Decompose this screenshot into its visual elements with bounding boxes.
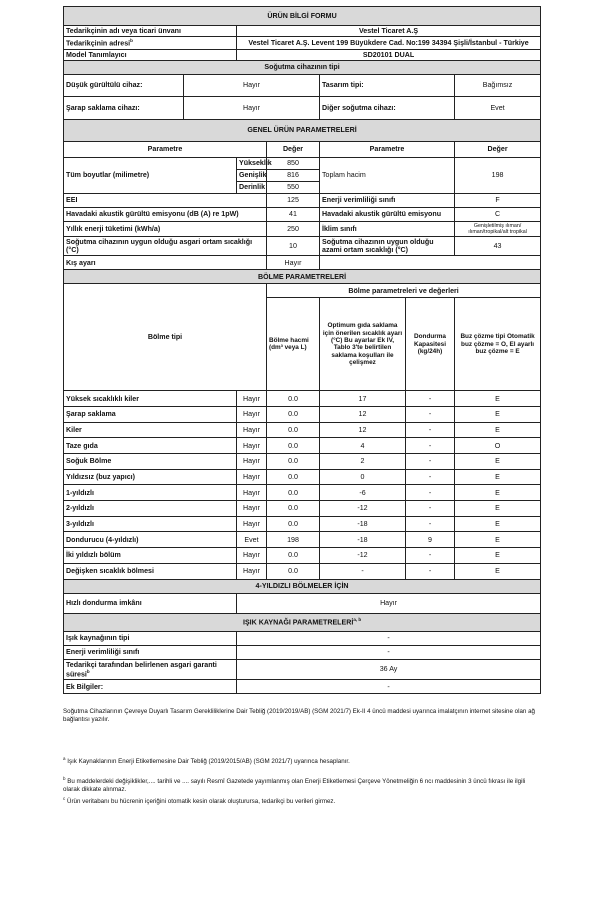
winter-setting-label: Kış ayarı	[64, 256, 267, 270]
compartment-volume: 0.0	[267, 406, 320, 422]
compartment-freeze-capacity: -	[406, 548, 455, 564]
compartment-freeze-capacity: -	[406, 485, 455, 501]
compartment-name: 2-yıldızlı	[64, 501, 237, 517]
noise-class-label: Havadaki akustik gürültü emisyonu	[320, 207, 455, 221]
compartment-temp: 17	[320, 391, 406, 407]
supplier-address-value: Vestel Ticaret A.Ş. Levent 199 Büyükdere Cad. No:199 34394 Şişli/İstanbul - Türkiye	[237, 37, 541, 50]
compartment-freeze-capacity: -	[406, 406, 455, 422]
eei-label: EEI	[64, 193, 267, 207]
footnote-a	[63, 756, 540, 766]
compartment-present: Hayır	[237, 422, 267, 438]
compartment-volume: 0.0	[267, 485, 320, 501]
light-source-header: IŞIK KAYNAĞI PARAMETRELERİ	[242, 618, 354, 627]
compartment-temp: -12	[320, 501, 406, 517]
depth-value: 550	[267, 181, 320, 193]
compartment-freeze-capacity: -	[406, 501, 455, 517]
freezing-capacity-header: Dondurma Kapasitesi (kg/24h)	[406, 298, 455, 391]
extra-info-label: Ek Bilgiler:	[64, 680, 237, 694]
compartment-row	[64, 532, 541, 548]
noise-emission-value: 41	[267, 207, 320, 221]
warranty-value: 36 Ay	[237, 659, 541, 680]
compartment-row	[64, 422, 541, 438]
warranty-label: Tedarikçi tarafından belirlenen asgari garanti süresi	[66, 660, 217, 679]
winter-setting-value: Hayır	[267, 256, 320, 270]
min-ambient-temp-label: Soğutma cihazının uygun olduğu asgari ortam sıcaklığı (°C)	[64, 236, 267, 255]
notes-area	[63, 694, 540, 844]
footnote-c-sup: c	[63, 796, 66, 802]
compartment-volume: 0.0	[267, 438, 320, 454]
compartment-row	[64, 516, 541, 532]
compartment-name: İki yıldızlı bölüm	[64, 548, 237, 564]
compartment-temp: -	[320, 563, 406, 579]
compartment-name: Şarap saklama	[64, 406, 237, 422]
compartment-volume: 0.0	[267, 501, 320, 517]
compartment-freeze-capacity: -	[406, 391, 455, 407]
width-label: Genişlik	[237, 169, 267, 181]
model-value: SD20101 DUAL	[237, 49, 541, 60]
compartment-name: 1-yıldızlı	[64, 485, 237, 501]
form-title: ÜRÜN BİLGİ FORMU	[64, 7, 541, 26]
supplier-address-sup: b	[130, 38, 133, 44]
compartment-row	[64, 391, 541, 407]
compartment-row	[64, 501, 541, 517]
compartment-defrost: E	[455, 532, 541, 548]
noise-emission-label: Havadaki akustik gürültü emisyonu (dB (A) re 1pW)	[64, 207, 267, 221]
compartment-volume: 198	[267, 532, 320, 548]
compartment-volume: 0.0	[267, 454, 320, 470]
compartment-freeze-capacity: 9	[406, 532, 455, 548]
wine-storage-label: Şarap saklama cihazı:	[64, 96, 184, 119]
param-column-header: Parametre	[64, 141, 267, 157]
climate-class-value: Genişletilmiş ılıman/ılıman/tropikal/alt tropikal	[455, 221, 541, 236]
footnote-a-text: Işık Kaynaklarının Enerji Etiketlemesine Dair Tebliğ (2019/2015/AB) (SGM 2021/7) uyarınca hesaplanır.	[67, 758, 350, 766]
compartment-row	[64, 406, 541, 422]
compartment-defrost: E	[455, 501, 541, 517]
eei-value: 125	[267, 193, 320, 207]
volume-column-header: Bölme hacmi (dm³ veya L)	[267, 298, 320, 391]
compartment-name: Yüksek sıcaklıklı kiler	[64, 391, 237, 407]
supplier-name-label: Tedarikçinin adı veya ticari ünvanı	[64, 26, 237, 37]
low-noise-label: Düşük gürültülü cihaz:	[64, 74, 184, 96]
compartment-temp: 12	[320, 406, 406, 422]
compartment-volume: 0.0	[267, 563, 320, 579]
compartment-present: Hayır	[237, 438, 267, 454]
fast-freeze-label: Hızlı dondurma imkânı	[64, 593, 237, 613]
compartment-temp: -6	[320, 485, 406, 501]
compartment-type-header: Bölme tipi	[64, 284, 267, 391]
value-column-header: Değer	[267, 141, 320, 157]
compartment-temp: -18	[320, 532, 406, 548]
extra-info-value: -	[237, 680, 541, 694]
height-label: Yükseklik	[237, 157, 267, 169]
form-table	[63, 6, 541, 694]
compartment-volume: 0.0	[267, 422, 320, 438]
compartment-temp: -18	[320, 516, 406, 532]
warranty-sup: b	[86, 668, 90, 674]
min-ambient-temp-value: 10	[267, 236, 320, 255]
compartment-name: Değişken sıcaklık bölmesi	[64, 563, 237, 579]
supplier-address-label-cell	[64, 37, 237, 50]
compartment-temp: -12	[320, 548, 406, 564]
total-volume-label: Toplam hacim	[320, 157, 455, 193]
width-value: 816	[267, 169, 320, 181]
max-ambient-temp-label: Soğutma cihazının uygun olduğu azami ortam sıcaklığı (°C)	[320, 236, 455, 255]
compartment-params-header: BÖLME PARAMETRELERİ	[64, 270, 541, 284]
compartment-present: Hayır	[237, 469, 267, 485]
compartment-defrost: E	[455, 422, 541, 438]
other-refrigerator-label: Diğer soğutma cihazı:	[320, 96, 455, 119]
compartment-present: Hayır	[237, 563, 267, 579]
compartment-present: Hayır	[237, 454, 267, 470]
compartment-freeze-capacity: -	[406, 469, 455, 485]
footnote-c-text: Ürün veritabanı bu hücrenin içeriğini otomatik kesin olarak oluşturursa, tedarikçi bu verileri girmez.	[66, 798, 336, 806]
footnote-a-sup: a	[63, 756, 66, 762]
light-source-header-sup: a, b	[353, 617, 362, 623]
main-note: Soğutma Cihazlarının Çevreye Duyarlı Tasarım Gerekliliklerine Dair Tebliğ (2019/2019/AB) (SGM 2021/7) Ek-II 4 üncü maddesi uyarınca imalatçının internet sitesine olan ağ bağlantısı yazılır.	[63, 708, 535, 724]
footnote-b-sup: b	[63, 776, 66, 782]
compartment-row	[64, 563, 541, 579]
compartment-present: Hayır	[237, 516, 267, 532]
annual-energy-label: Yıllık enerji tüketimi (kWh/a)	[64, 221, 267, 236]
compartment-freeze-capacity: -	[406, 454, 455, 470]
footnote-c	[63, 796, 540, 806]
total-volume-value: 198	[455, 157, 541, 193]
fast-freeze-value: Hayır	[237, 593, 541, 613]
compartment-present: Evet	[237, 532, 267, 548]
compartment-freeze-capacity: -	[406, 516, 455, 532]
compartment-name: Dondurucu (4-yıldızlı)	[64, 532, 237, 548]
compartment-defrost: E	[455, 469, 541, 485]
compartment-freeze-capacity: -	[406, 422, 455, 438]
temp-column-header: Optimum gıda saklama için önerilen sıcaklık ayarı (°C) Bu ayarlar Ek IV, Tablo 3'te belirtilen saklama koşulları ile çelişmez	[320, 298, 406, 391]
compartment-name: 3-yıldızlı	[64, 516, 237, 532]
wine-storage-value: Hayır	[184, 96, 320, 119]
compartment-present: Hayır	[237, 391, 267, 407]
general-params-header: GENEL ÜRÜN PARAMETRELERİ	[64, 119, 541, 141]
compartment-row	[64, 454, 541, 470]
compartment-defrost: E	[455, 391, 541, 407]
compartment-row	[64, 548, 541, 564]
compartment-defrost: O	[455, 438, 541, 454]
dimensions-label: Tüm boyutlar (milimetre)	[64, 157, 237, 193]
light-source-header-cell	[64, 613, 541, 631]
noise-class-value: C	[455, 207, 541, 221]
supplier-address-label: Tedarikçinin adresi	[66, 39, 131, 48]
compartment-row	[64, 485, 541, 501]
other-refrigerator-value: Evet	[455, 96, 541, 119]
warranty-label-cell	[64, 659, 237, 680]
compartment-defrost: E	[455, 454, 541, 470]
product-info-form	[63, 6, 540, 844]
compartment-temp: 0	[320, 469, 406, 485]
compartment-name: Yıldızsız (buz yapıcı)	[64, 469, 237, 485]
low-noise-value: Hayır	[184, 74, 320, 96]
compartment-temp: 2	[320, 454, 406, 470]
compartment-volume: 0.0	[267, 516, 320, 532]
footnote-b	[63, 776, 540, 794]
compartment-name: Taze gıda	[64, 438, 237, 454]
light-type-value: -	[237, 631, 541, 645]
supplier-name-value: Vestel Ticaret A.Ş	[237, 26, 541, 37]
compartment-defrost: E	[455, 516, 541, 532]
light-class-value: -	[237, 645, 541, 659]
energy-class-value: F	[455, 193, 541, 207]
type-header: Soğutma cihazının tipi	[64, 60, 541, 74]
value-column-header-2: Değer	[455, 141, 541, 157]
compartment-defrost: E	[455, 563, 541, 579]
energy-class-label: Enerji verimliliği sınıfı	[320, 193, 455, 207]
compartment-temp: 12	[320, 422, 406, 438]
light-type-label: Işık kaynağının tipi	[64, 631, 237, 645]
model-label: Model Tanımlayıcı	[64, 49, 237, 60]
light-class-label: Enerji verimliliği sınıfı	[64, 645, 237, 659]
compartment-defrost: E	[455, 548, 541, 564]
compartment-name: Soğuk Bölme	[64, 454, 237, 470]
height-value: 850	[267, 157, 320, 169]
compartment-temp: 4	[320, 438, 406, 454]
compartment-row	[64, 469, 541, 485]
compartment-rows	[64, 391, 541, 579]
compartment-present: Hayır	[237, 501, 267, 517]
compartment-volume: 0.0	[267, 548, 320, 564]
compartment-defrost: E	[455, 485, 541, 501]
compartment-values-header: Bölme parametreleri ve değerleri	[267, 284, 541, 298]
param-column-header-2: Parametre	[320, 141, 455, 157]
empty-cell	[320, 256, 541, 270]
annual-energy-value: 250	[267, 221, 320, 236]
climate-class-label: İklim sınıfı	[320, 221, 455, 236]
compartment-name: Kiler	[64, 422, 237, 438]
design-type-label: Tasarım tipi:	[320, 74, 455, 96]
defrost-type-header: Buz çözme tipi Otomatik buz çözme = O, El ayarlı buz çözme = E	[455, 298, 541, 391]
max-ambient-temp-value: 43	[455, 236, 541, 255]
compartment-freeze-capacity: -	[406, 563, 455, 579]
compartment-present: Hayır	[237, 485, 267, 501]
compartment-defrost: E	[455, 406, 541, 422]
compartment-volume: 0.0	[267, 391, 320, 407]
compartment-volume: 0.0	[267, 469, 320, 485]
compartment-row	[64, 438, 541, 454]
depth-label: Derinlik	[237, 181, 267, 193]
design-type-value: Bağımsız	[455, 74, 541, 96]
compartment-present: Hayır	[237, 406, 267, 422]
compartment-freeze-capacity: -	[406, 438, 455, 454]
four-star-header: 4-YILDIZLI BÖLMELER İÇİN	[64, 579, 541, 593]
compartment-present: Hayır	[237, 548, 267, 564]
footnote-b-text: Bu maddelerdeki değişiklikler,.... tarihli ve .... sayılı Resmî Gazetede yayımlanmış olan Enerji Etiketlemesi Çerçeve Yönetmeliğin 6 ncı maddesinin 3 üncü fıkrası ile ilgili olarak dikkate alınmaz.	[63, 778, 526, 794]
